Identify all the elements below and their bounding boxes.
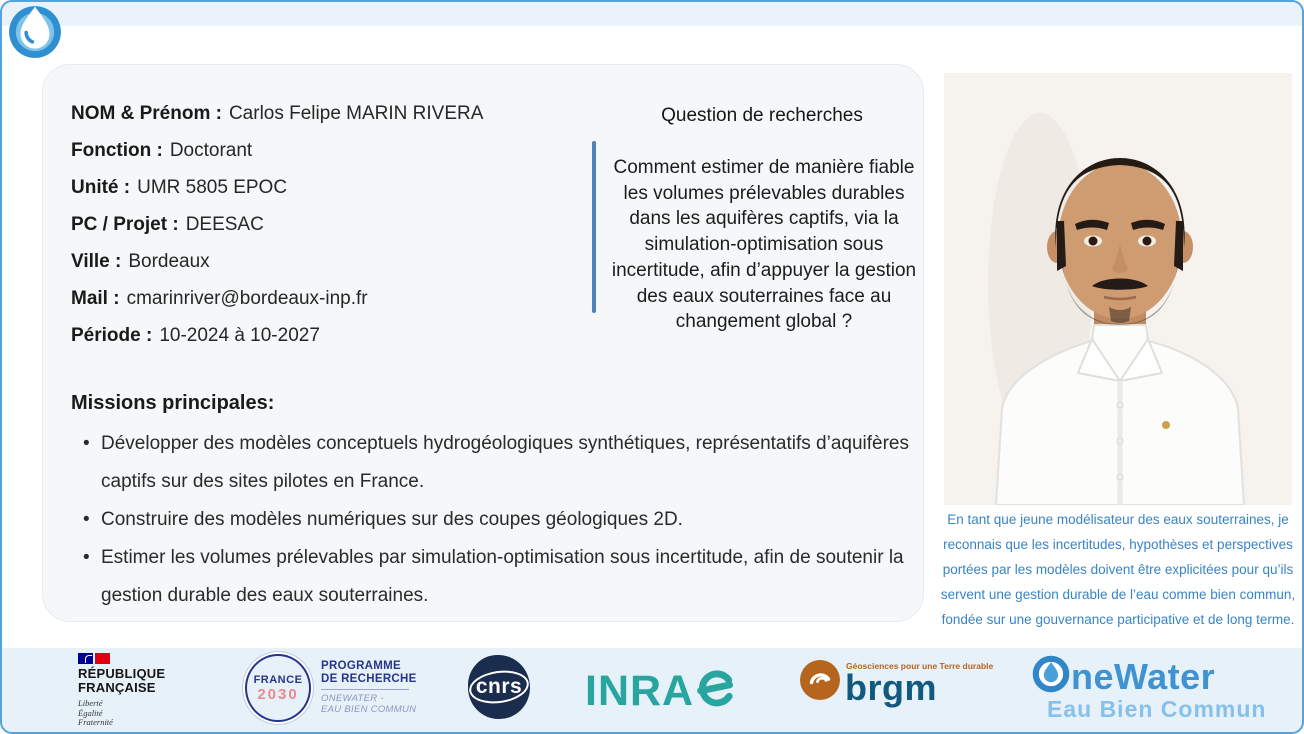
rf-name-line1: RÉPUBLIQUE bbox=[78, 666, 166, 681]
france-2030-country: FRANCE bbox=[253, 673, 303, 686]
field-ville-value: Bordeaux bbox=[128, 250, 210, 272]
onewater-wordmark bbox=[1032, 655, 1266, 698]
missions-section bbox=[71, 391, 909, 615]
personal-statement: En tant que jeune modélisateur des eaux souterraines, je reconnais que les incertitudes, hypothèses et perspectives portées par les modèles doivent être explicitées pour qu’ils servent une gestion durable de l’eau comme bien commun, fondée sur une gouvernance participative et de long terme. bbox=[940, 512, 1296, 627]
rf-name-line2: FRANÇAISE bbox=[78, 679, 156, 695]
mission-item: • Estimer les volumes prélevables par simulation-optimisation sous incertitude, afin de soutenir la gestion durable des eaux souterraines. bbox=[101, 539, 909, 615]
field-nom-label: NOM & Prénom : bbox=[71, 102, 222, 124]
field-ville-label: Ville : bbox=[71, 250, 122, 272]
mission-item: • Construire des modèles numériques sur des coupes géologiques 2D. bbox=[101, 501, 909, 539]
onewater-subtitle: Eau Bien Commun bbox=[1047, 696, 1267, 722]
identity-fields bbox=[71, 95, 483, 354]
program-line2: DE RECHERCHE bbox=[321, 672, 417, 685]
brgm-name: brgm bbox=[845, 667, 937, 708]
onewater-name: neWater bbox=[1071, 655, 1216, 697]
onewater-o-drop-icon bbox=[1032, 655, 1070, 698]
program-line1: PROGRAMME bbox=[321, 660, 402, 672]
inrae-label: INRA bbox=[585, 666, 695, 715]
field-projet-value: DEESAC bbox=[185, 213, 264, 235]
field-ville bbox=[71, 243, 483, 280]
field-periode-label: Période : bbox=[71, 324, 153, 346]
field-projet-label: PC / Projet : bbox=[71, 213, 179, 235]
program-separator bbox=[321, 689, 409, 690]
research-question-title: Question de recherches bbox=[661, 105, 863, 126]
field-periode-value: 10-2024 à 10-2027 bbox=[159, 324, 320, 346]
program-subtitle-line2: EAU BIEN COMMUN bbox=[321, 704, 417, 715]
research-question-text: Comment estimer de manière fiable les volumes prélevables durables dans les aquifères captifs, via la simulation-optimisation sous incertitude, afin d’appuyer la gestion des eaux souterraines face au changement global ? bbox=[611, 157, 917, 333]
france-2030-circle-icon bbox=[245, 654, 311, 722]
rf-motto-fraternite: Fraternité bbox=[78, 717, 113, 727]
field-fonction-label: Fonction : bbox=[71, 139, 163, 161]
brgm-circle-icon bbox=[800, 660, 840, 700]
france-2030-logo bbox=[245, 654, 417, 722]
vertical-divider bbox=[592, 141, 596, 313]
brgm-logo bbox=[800, 656, 1040, 722]
field-projet bbox=[71, 206, 483, 243]
inrae-logo bbox=[585, 667, 736, 714]
field-unite-label: Unité : bbox=[71, 176, 131, 198]
profile-card bbox=[42, 64, 924, 622]
field-periode bbox=[71, 317, 483, 354]
cnrs-label: cnrs bbox=[475, 675, 523, 698]
field-fonction bbox=[71, 132, 483, 169]
republique-francaise-logo bbox=[78, 653, 165, 728]
france-2030-year: 2030 bbox=[257, 685, 299, 703]
rf-motto-liberte: Liberté bbox=[78, 698, 103, 708]
field-nom bbox=[71, 95, 483, 132]
onewater-logo bbox=[1032, 655, 1266, 723]
france-2030-program bbox=[321, 654, 417, 722]
onewater-drop-logo-icon bbox=[7, 4, 63, 65]
field-fonction-value: Doctorant bbox=[169, 139, 253, 161]
inrae-e-glyph-icon bbox=[696, 669, 736, 714]
missions-list bbox=[71, 425, 909, 615]
field-mail-value: cmarinriver@bordeaux-inp.fr bbox=[126, 287, 368, 309]
field-nom-value: Carlos Felipe MARIN RIVERA bbox=[228, 102, 484, 124]
brgm-tagline: Géosciences pour une Terre durable bbox=[846, 661, 994, 671]
field-mail-label: Mail : bbox=[71, 287, 120, 309]
portrait-photo bbox=[944, 73, 1292, 505]
field-unite bbox=[71, 169, 483, 206]
missions-title: Missions principales: bbox=[71, 392, 275, 414]
rf-motto bbox=[78, 699, 165, 728]
top-band bbox=[2, 2, 1302, 26]
mission-item: • Développer des modèles conceptuels hydrogéologiques synthétiques, représentatifs d’aquifères captifs sur des sites pilotes en France. bbox=[101, 425, 909, 501]
field-mail bbox=[71, 280, 483, 317]
program-subtitle-line1: ONEWATER - bbox=[321, 693, 384, 704]
rf-motto-egalite: Égalité bbox=[78, 707, 103, 718]
cnrs-logo bbox=[468, 655, 530, 719]
french-flag-icon bbox=[78, 653, 165, 664]
field-unite-value: UMR 5805 EPOC bbox=[137, 176, 288, 198]
